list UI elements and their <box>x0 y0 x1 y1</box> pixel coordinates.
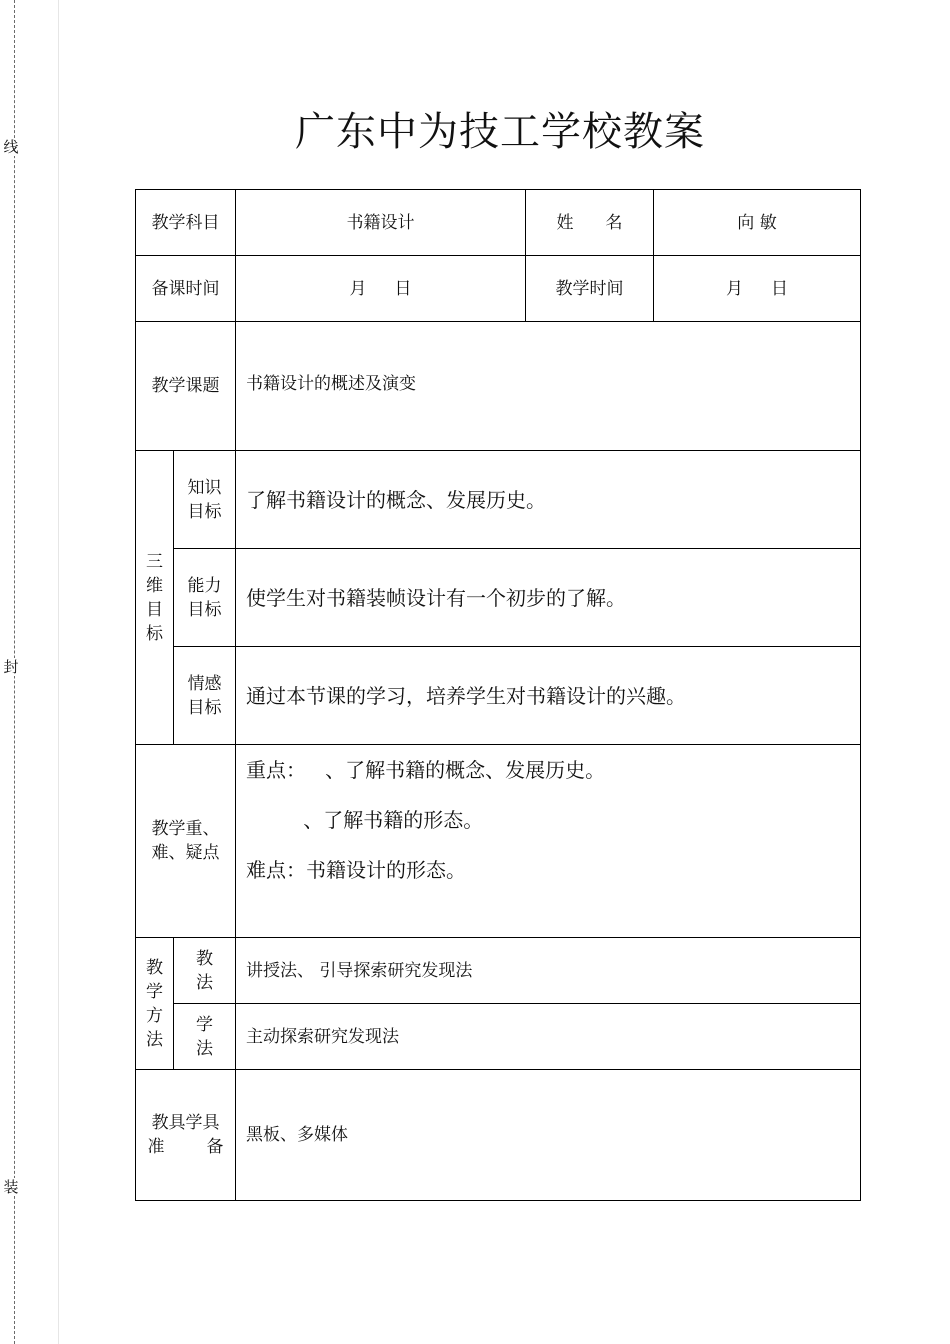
prep-time-value-cell <box>236 256 526 322</box>
name-label-cell <box>526 190 654 256</box>
goal-ability-label: 能力 目标 <box>187 575 222 620</box>
topic-label: 教学课题 <box>151 376 220 396</box>
goal-ability-value: 使学生对书籍装帧设计有一个初步的了解。 <box>246 585 626 610</box>
teach-time-value-cell <box>654 256 860 322</box>
teach-month: 月 <box>726 278 743 299</box>
keypoints-label: 教学重、 难、疑点 <box>151 819 220 863</box>
keypoints-value-cell <box>236 745 860 938</box>
goal-emotion-value-cell <box>236 647 860 745</box>
teacher-name: 向 敏 <box>737 212 777 233</box>
learn-method-value: 主动探索研究发现法 <box>246 1026 399 1047</box>
topic-value-cell <box>236 322 860 451</box>
binding-mark-bottom: 装 <box>0 1178 22 1196</box>
teach-time-label-cell <box>526 256 654 322</box>
teach-method-label: 教法 <box>196 948 213 993</box>
goal-knowledge-value-cell <box>236 451 860 549</box>
learn-method-label-cell <box>174 1004 236 1070</box>
difficulty-line: 难点：书籍设计的形态。 <box>246 858 466 882</box>
keypoints-label-cell <box>136 745 236 938</box>
learn-method-value-cell <box>236 1004 860 1070</box>
goal-knowledge-value: 了解书籍设计的概念、发展历史。 <box>246 487 546 512</box>
goals-label-cell <box>136 451 174 745</box>
topic-label-cell <box>136 322 236 451</box>
teach-method-label-cell <box>174 938 236 1004</box>
margin-guide-line <box>58 0 59 1344</box>
subject-label-cell <box>136 190 236 256</box>
goal-emotion-label: 情感 目标 <box>187 673 222 718</box>
goal-emotion-value: 通过本节课的学习，培养学生对书籍设计的兴趣。 <box>246 683 686 708</box>
methods-label-cell <box>136 938 174 1070</box>
methods-label: 教学方法 <box>146 957 163 1050</box>
goals-label: 三维目标 <box>146 551 163 644</box>
teach-day: 日 <box>771 278 788 299</box>
learn-method-label: 学法 <box>196 1014 213 1059</box>
prep-time-label-cell <box>136 256 236 322</box>
name-label-char-1: 姓 <box>556 212 574 233</box>
prep-date <box>350 277 412 301</box>
goal-knowledge-label-cell <box>174 451 236 549</box>
name-label-char-2: 名 <box>605 212 623 233</box>
binding-mark-top: 线 <box>0 138 22 156</box>
goal-knowledge-label: 知识 目标 <box>187 477 222 522</box>
prep-day: 日 <box>394 278 412 299</box>
tools-value: 黑板、多媒体 <box>246 1125 348 1145</box>
tools-label-cell <box>136 1070 236 1200</box>
goal-ability-value-cell <box>236 549 860 647</box>
binding-mark-middle: 封 <box>0 658 22 676</box>
keypoint-line-1: 重点： 、了解书籍的概念、发展历史。 <box>246 758 606 782</box>
name-value-cell <box>654 190 860 256</box>
teach-method-value-cell <box>236 938 860 1004</box>
topic-value: 书籍设计的概述及演变 <box>246 374 416 394</box>
goal-emotion-label-cell <box>174 647 236 745</box>
tools-label: 教具学具 准 备 <box>147 1113 224 1157</box>
prep-time-label: 备课时间 <box>151 278 220 299</box>
teach-date <box>726 277 788 301</box>
lesson-plan-table <box>135 189 861 1201</box>
goal-ability-label-cell <box>174 549 236 647</box>
subject-value: 书籍设计 <box>346 212 415 233</box>
teach-method-value: 讲授法、 引导探索研究发现法 <box>246 960 473 981</box>
name-label <box>557 211 623 235</box>
document-title: 广东中为技工学校教案 <box>295 109 705 155</box>
subject-value-cell <box>236 190 526 256</box>
subject-label: 教学科目 <box>151 212 220 233</box>
teach-time-label: 教学时间 <box>555 278 624 299</box>
keypoint-line-2: 、了解书籍的形态。 <box>246 808 484 832</box>
tools-value-cell <box>236 1070 860 1200</box>
prep-month: 月 <box>349 278 367 299</box>
